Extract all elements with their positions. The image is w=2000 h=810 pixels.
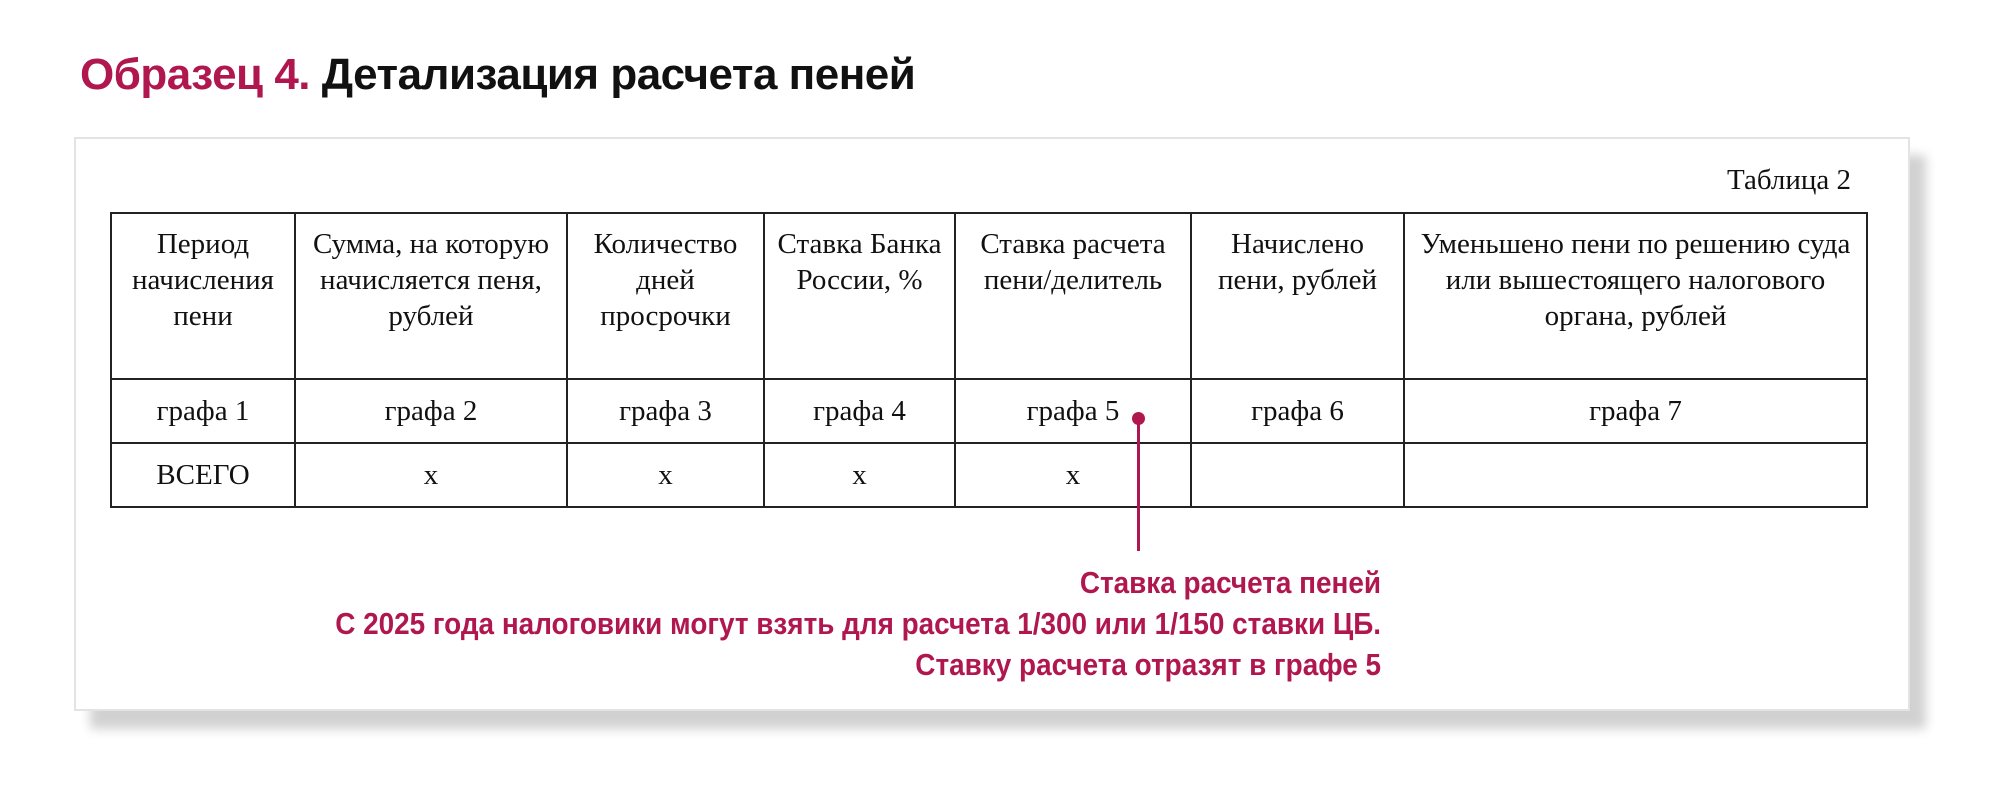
header-cell: Начислено пени, рублей	[1191, 213, 1404, 379]
header-cell: Ставка Банка России, %	[764, 213, 955, 379]
heading-prefix: Образец 4.	[80, 50, 311, 99]
column-number-row	[111, 379, 1867, 443]
header-cell: Количество дней просрочки	[567, 213, 764, 379]
total-cell: x	[764, 443, 955, 507]
column-number-cell: графа 6	[1191, 379, 1404, 443]
total-cell: x	[295, 443, 567, 507]
total-cell: x	[955, 443, 1191, 507]
total-row	[111, 443, 1867, 507]
callout-line-1: С 2025 года налоговики могут взять для расчета 1/300 или 1/150 ставки ЦБ.	[335, 606, 1381, 641]
column-number-cell: графа 7	[1404, 379, 1867, 443]
table-caption: Таблица 2	[1727, 164, 1852, 196]
total-cell: x	[567, 443, 764, 507]
column-number-cell: графа 4	[764, 379, 955, 443]
heading-title: Детализация расчета пеней	[321, 50, 916, 99]
total-cell	[1404, 443, 1867, 507]
column-number-cell: графа 1	[111, 379, 295, 443]
callout-line-2: Ставку расчета отразят в графе 5	[915, 647, 1381, 682]
callout-title: Ставка расчета пеней	[1079, 565, 1381, 600]
header-cell: Уменьшено пени по решению суда или вышестоящего налогового органа, рублей	[1404, 213, 1867, 379]
column-number-cell: графа 5	[955, 379, 1191, 443]
total-cell	[1191, 443, 1404, 507]
column-number-cell: графа 2	[295, 379, 567, 443]
header-row	[111, 213, 1867, 379]
header-cell: Сумма, на которую начисляется пеня, рублей	[295, 213, 567, 379]
callout-note	[335, 562, 1381, 685]
header-cell: Ставка расчета пени/делитель	[955, 213, 1191, 379]
penalty-table	[110, 212, 1868, 508]
header-cell: Период начисления пени	[111, 213, 295, 379]
total-cell: ВСЕГО	[111, 443, 295, 507]
column-number-cell: графа 3	[567, 379, 764, 443]
page-heading	[80, 50, 915, 100]
callout-line	[1137, 417, 1140, 551]
